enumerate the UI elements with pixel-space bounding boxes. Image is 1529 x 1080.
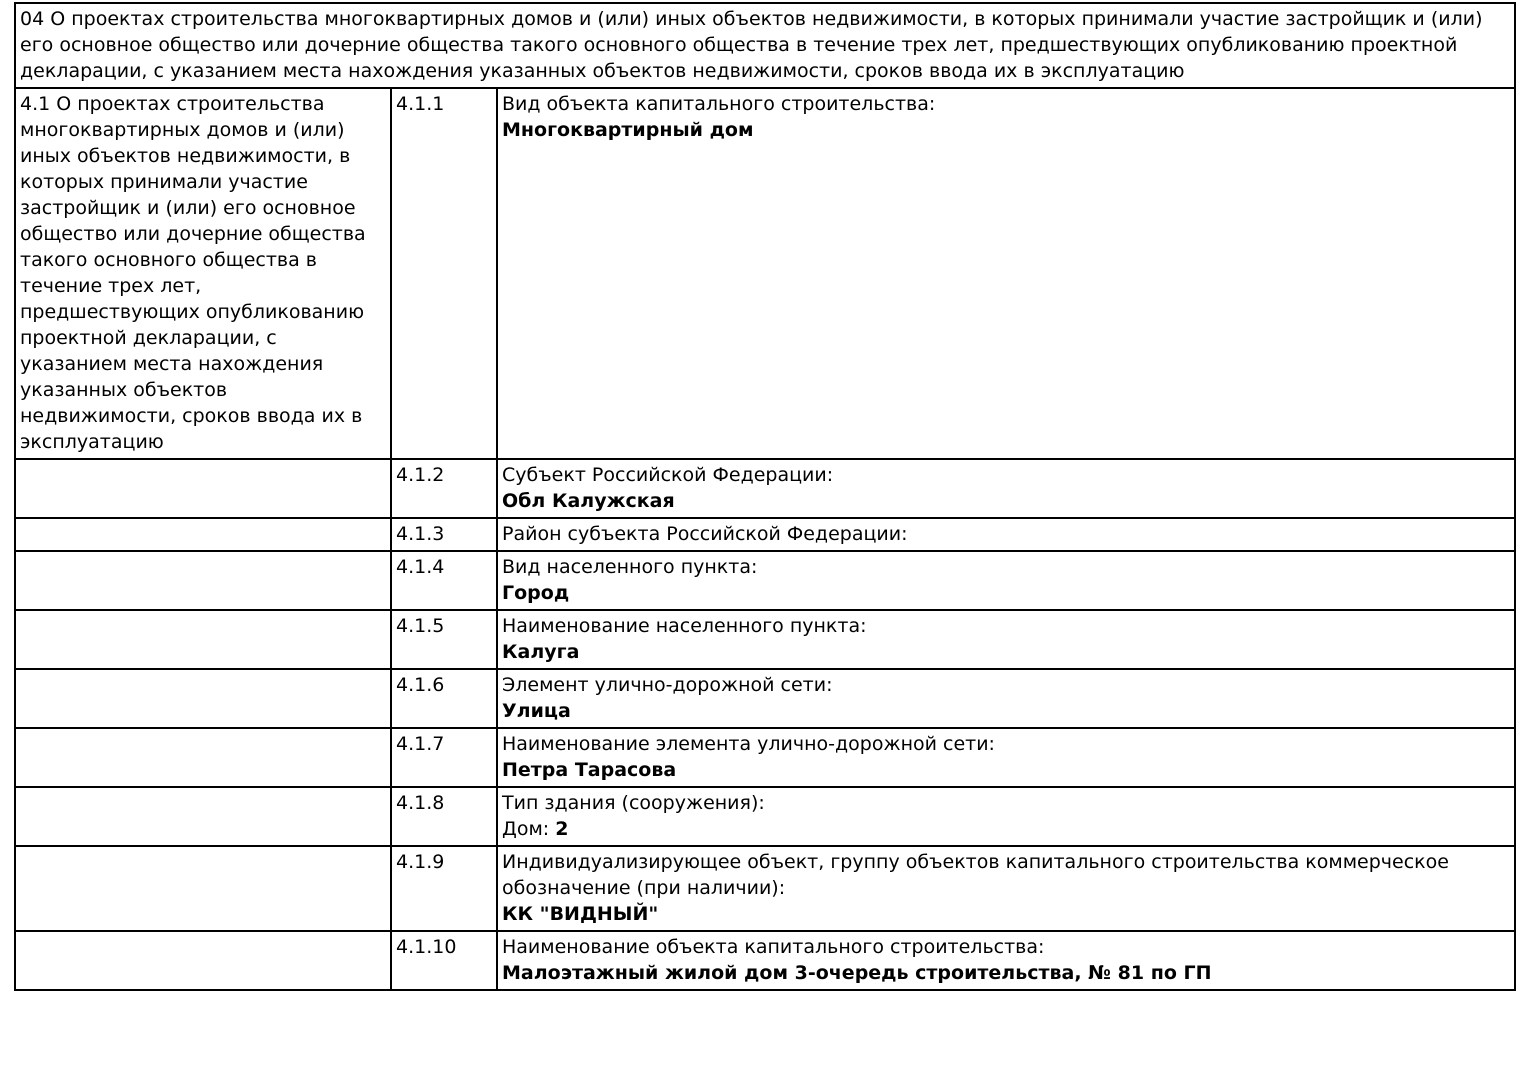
table-row [15, 518, 1515, 551]
field-value [502, 580, 1509, 606]
table-row [15, 931, 1515, 990]
field-value [502, 488, 1509, 514]
table-row [15, 728, 1515, 787]
field-value-text: КК "ВИДНЫЙ" [502, 903, 659, 925]
field-label: Тип здания (сооружения): [502, 792, 765, 814]
field-value-text: Город [502, 582, 570, 604]
row-code: 4.1.4 [391, 551, 497, 610]
row-content [497, 610, 1515, 669]
table-row [15, 669, 1515, 728]
field-value-text: Малоэтажный жилой дом 3-очередь строительства, № 81 по ГП [502, 962, 1212, 984]
section-cell [15, 669, 391, 728]
row-content [497, 551, 1515, 610]
table-row [15, 610, 1515, 669]
field-value-text: Обл Калужская [502, 490, 675, 512]
field-label: Вид населенного пункта: [502, 556, 758, 578]
section-cell [15, 551, 391, 610]
field-value-text: Калуга [502, 641, 580, 663]
section-cell [15, 931, 391, 990]
field-label: Вид объекта капитального строительства: [502, 93, 936, 115]
section-cell: 4.1 О проектах строительства многоквартирных домов и (или) иных объектов недвижимости, в которых принимали участие застройщик и (или) его основное общество или дочерние общества такого основного общества в течение трех лет, предшествующих опубликованию проектной декларации, с указанием места нахождения указанных объектов недвижимости, сроков ввода их в эксплуатацию [15, 88, 391, 459]
table-row [15, 88, 1515, 459]
table-row [15, 787, 1515, 846]
section-cell [15, 459, 391, 518]
row-content [497, 459, 1515, 518]
field-value-text: Улица [502, 700, 571, 722]
row-code: 4.1.8 [391, 787, 497, 846]
row-code: 4.1.7 [391, 728, 497, 787]
section-header: 04 О проектах строительства многоквартирных домов и (или) иных объектов недвижимости, в которых принимали участие застройщик и (или) его основное общество или дочерние общества такого основного общества в течение трех лет, предшествующих опубликованию проектной декларации, с указанием места нахождения указанных объектов недвижимости, сроков ввода их в эксплуатацию [15, 3, 1515, 88]
row-code: 4.1.9 [391, 846, 497, 931]
declaration-table [14, 2, 1516, 991]
field-value [502, 816, 1509, 842]
field-value-text: Многоквартирный дом [502, 119, 754, 141]
field-value [502, 757, 1509, 783]
field-label: Наименование населенного пункта: [502, 615, 867, 637]
field-label: Район субъекта Российской Федерации: [502, 523, 908, 545]
field-value-prefix: Дом: [502, 818, 556, 840]
field-value [502, 960, 1509, 986]
section-cell [15, 787, 391, 846]
field-label: Индивидуализирующее объект, группу объектов капитального строительства коммерческое обозначение (при наличии): [502, 851, 1449, 899]
section-header-row [15, 3, 1515, 88]
table-row [15, 459, 1515, 518]
row-code: 4.1.5 [391, 610, 497, 669]
row-code: 4.1.6 [391, 669, 497, 728]
row-content [497, 518, 1515, 551]
row-content [497, 669, 1515, 728]
row-content [497, 728, 1515, 787]
section-cell [15, 518, 391, 551]
table-row [15, 846, 1515, 931]
row-code: 4.1.10 [391, 931, 497, 990]
field-value-text: 2 [555, 818, 569, 840]
row-content [497, 931, 1515, 990]
field-label: Наименование объекта капитального строительства: [502, 936, 1045, 958]
field-value [502, 698, 1509, 724]
row-code: 4.1.1 [391, 88, 497, 459]
section-cell [15, 610, 391, 669]
row-code: 4.1.3 [391, 518, 497, 551]
row-code: 4.1.2 [391, 459, 497, 518]
field-value [502, 117, 1509, 143]
section-cell [15, 728, 391, 787]
row-content [497, 787, 1515, 846]
field-label: Субъект Российской Федерации: [502, 464, 834, 486]
section-cell [15, 846, 391, 931]
field-value-text: Петра Тарасова [502, 759, 677, 781]
table-row [15, 551, 1515, 610]
field-value [502, 639, 1509, 665]
field-label: Элемент улично-дорожной сети: [502, 674, 833, 696]
row-content [497, 88, 1515, 459]
field-label: Наименование элемента улично-дорожной сети: [502, 733, 995, 755]
field-value [502, 901, 1509, 927]
row-content [497, 846, 1515, 931]
